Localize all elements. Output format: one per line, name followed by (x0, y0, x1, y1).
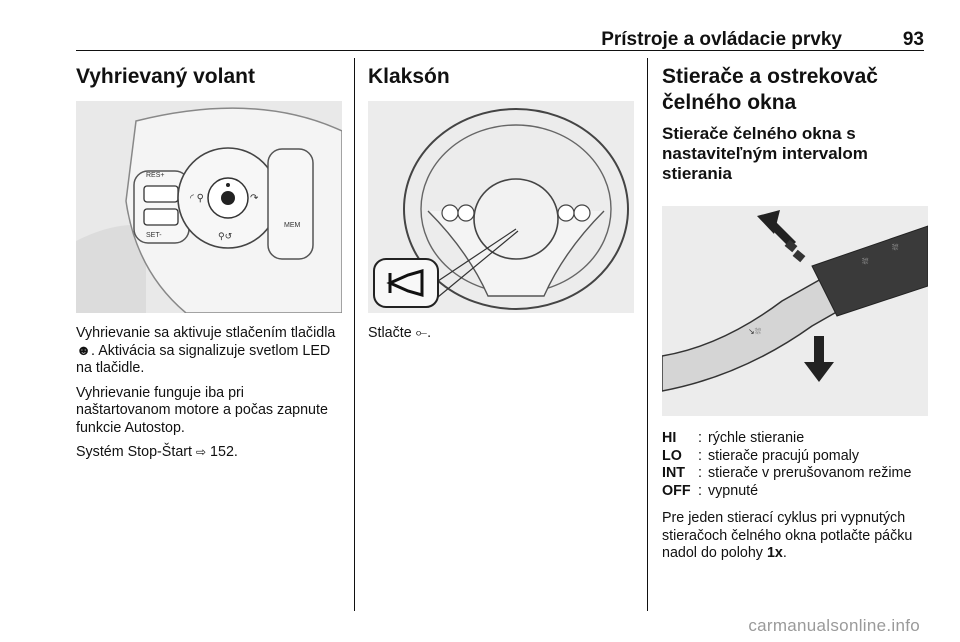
definition-row (662, 483, 928, 501)
single-wipe-text: Pre jeden stierací cyklus pri vypnutých stieračoch čelného okna potlačte páčku nadol do polohy (662, 510, 913, 561)
definition-key: LO (662, 447, 682, 464)
res-button-label: RES+ (146, 172, 165, 179)
subsection-heading-wiper-interval: Stierače čelného okna s nastaviteľným intervalom stierania (662, 124, 868, 183)
section-heading-heated-wheel: Vyhrievaný volant (76, 65, 255, 88)
header-rule (76, 50, 924, 51)
definition-separator: : (698, 465, 702, 481)
definition-value: rýchle stieranie (708, 430, 805, 446)
figure-steering-wheel-buttons (76, 101, 342, 313)
svg-text:⛆: ⛆ (892, 243, 899, 252)
svg-text:⚲↺: ⚲↺ (218, 231, 233, 241)
figure-wiper-lever (662, 206, 928, 416)
watermark: carmanualsonline.info (748, 616, 920, 635)
single-wipe-position: 1x (766, 545, 783, 561)
column-divider-2 (647, 58, 648, 611)
svg-text:↷: ↷ (250, 193, 259, 204)
definition-separator: : (698, 430, 702, 446)
paragraph-horn-press: Stlačte ⟜. (368, 325, 432, 341)
definition-key: INT (662, 465, 686, 481)
paragraph-conditions: Vyhrievanie funguje iba pri naštartovanom motore a počas zapnute funkcie Autostop. (76, 384, 328, 436)
page-ref-arrow-icon: ⇨ (196, 445, 207, 459)
set-button-label: SET- (146, 232, 162, 239)
stop-start-page-link[interactable]: 152. (210, 444, 238, 460)
definition-row (662, 430, 928, 448)
definition-key: OFF (662, 482, 691, 499)
paragraph-stop-start-ref (76, 444, 342, 462)
column-wipers (662, 64, 928, 570)
column-heated-steering-wheel (76, 64, 342, 469)
definition-value: stierače v prerušovanom režime (708, 465, 912, 481)
page-number: 93 (902, 29, 924, 50)
single-wipe-end: . (782, 545, 787, 561)
definition-row (662, 448, 928, 466)
stop-start-text: Systém Stop-Štart (76, 444, 193, 460)
wiper-position-definitions (662, 430, 928, 500)
definition-value: vypnuté (708, 482, 759, 499)
section-heading-wipers: Stierače a ostrekovač čelného okna (662, 65, 878, 114)
paragraph-activation: Vyhrievanie sa aktivuje stlačením tlačidla ☻. Aktivácia sa signalizuje svetlom LED na tlačidle. (76, 325, 336, 376)
svg-text:↘⛆: ↘⛆ (748, 327, 762, 336)
definition-separator: : (698, 482, 702, 499)
definition-value: stierače pracujú pomaly (708, 447, 859, 464)
svg-text:⛆: ⛆ (862, 257, 869, 266)
mem-button-label: MEM (284, 222, 301, 229)
page-header-title: Prístroje a ovládacie prvky (601, 29, 842, 50)
svg-text:◜ ⚲: ◜ ⚲ (190, 193, 204, 204)
section-heading-horn: Klaksón (368, 65, 450, 88)
column-divider-1 (354, 58, 355, 611)
definition-separator: : (698, 447, 702, 464)
column-horn (368, 64, 634, 350)
definition-row (662, 465, 928, 483)
definition-key: HI (662, 430, 677, 446)
paragraph-single-wipe (662, 510, 928, 563)
figure-steering-wheel-horn (368, 101, 634, 313)
